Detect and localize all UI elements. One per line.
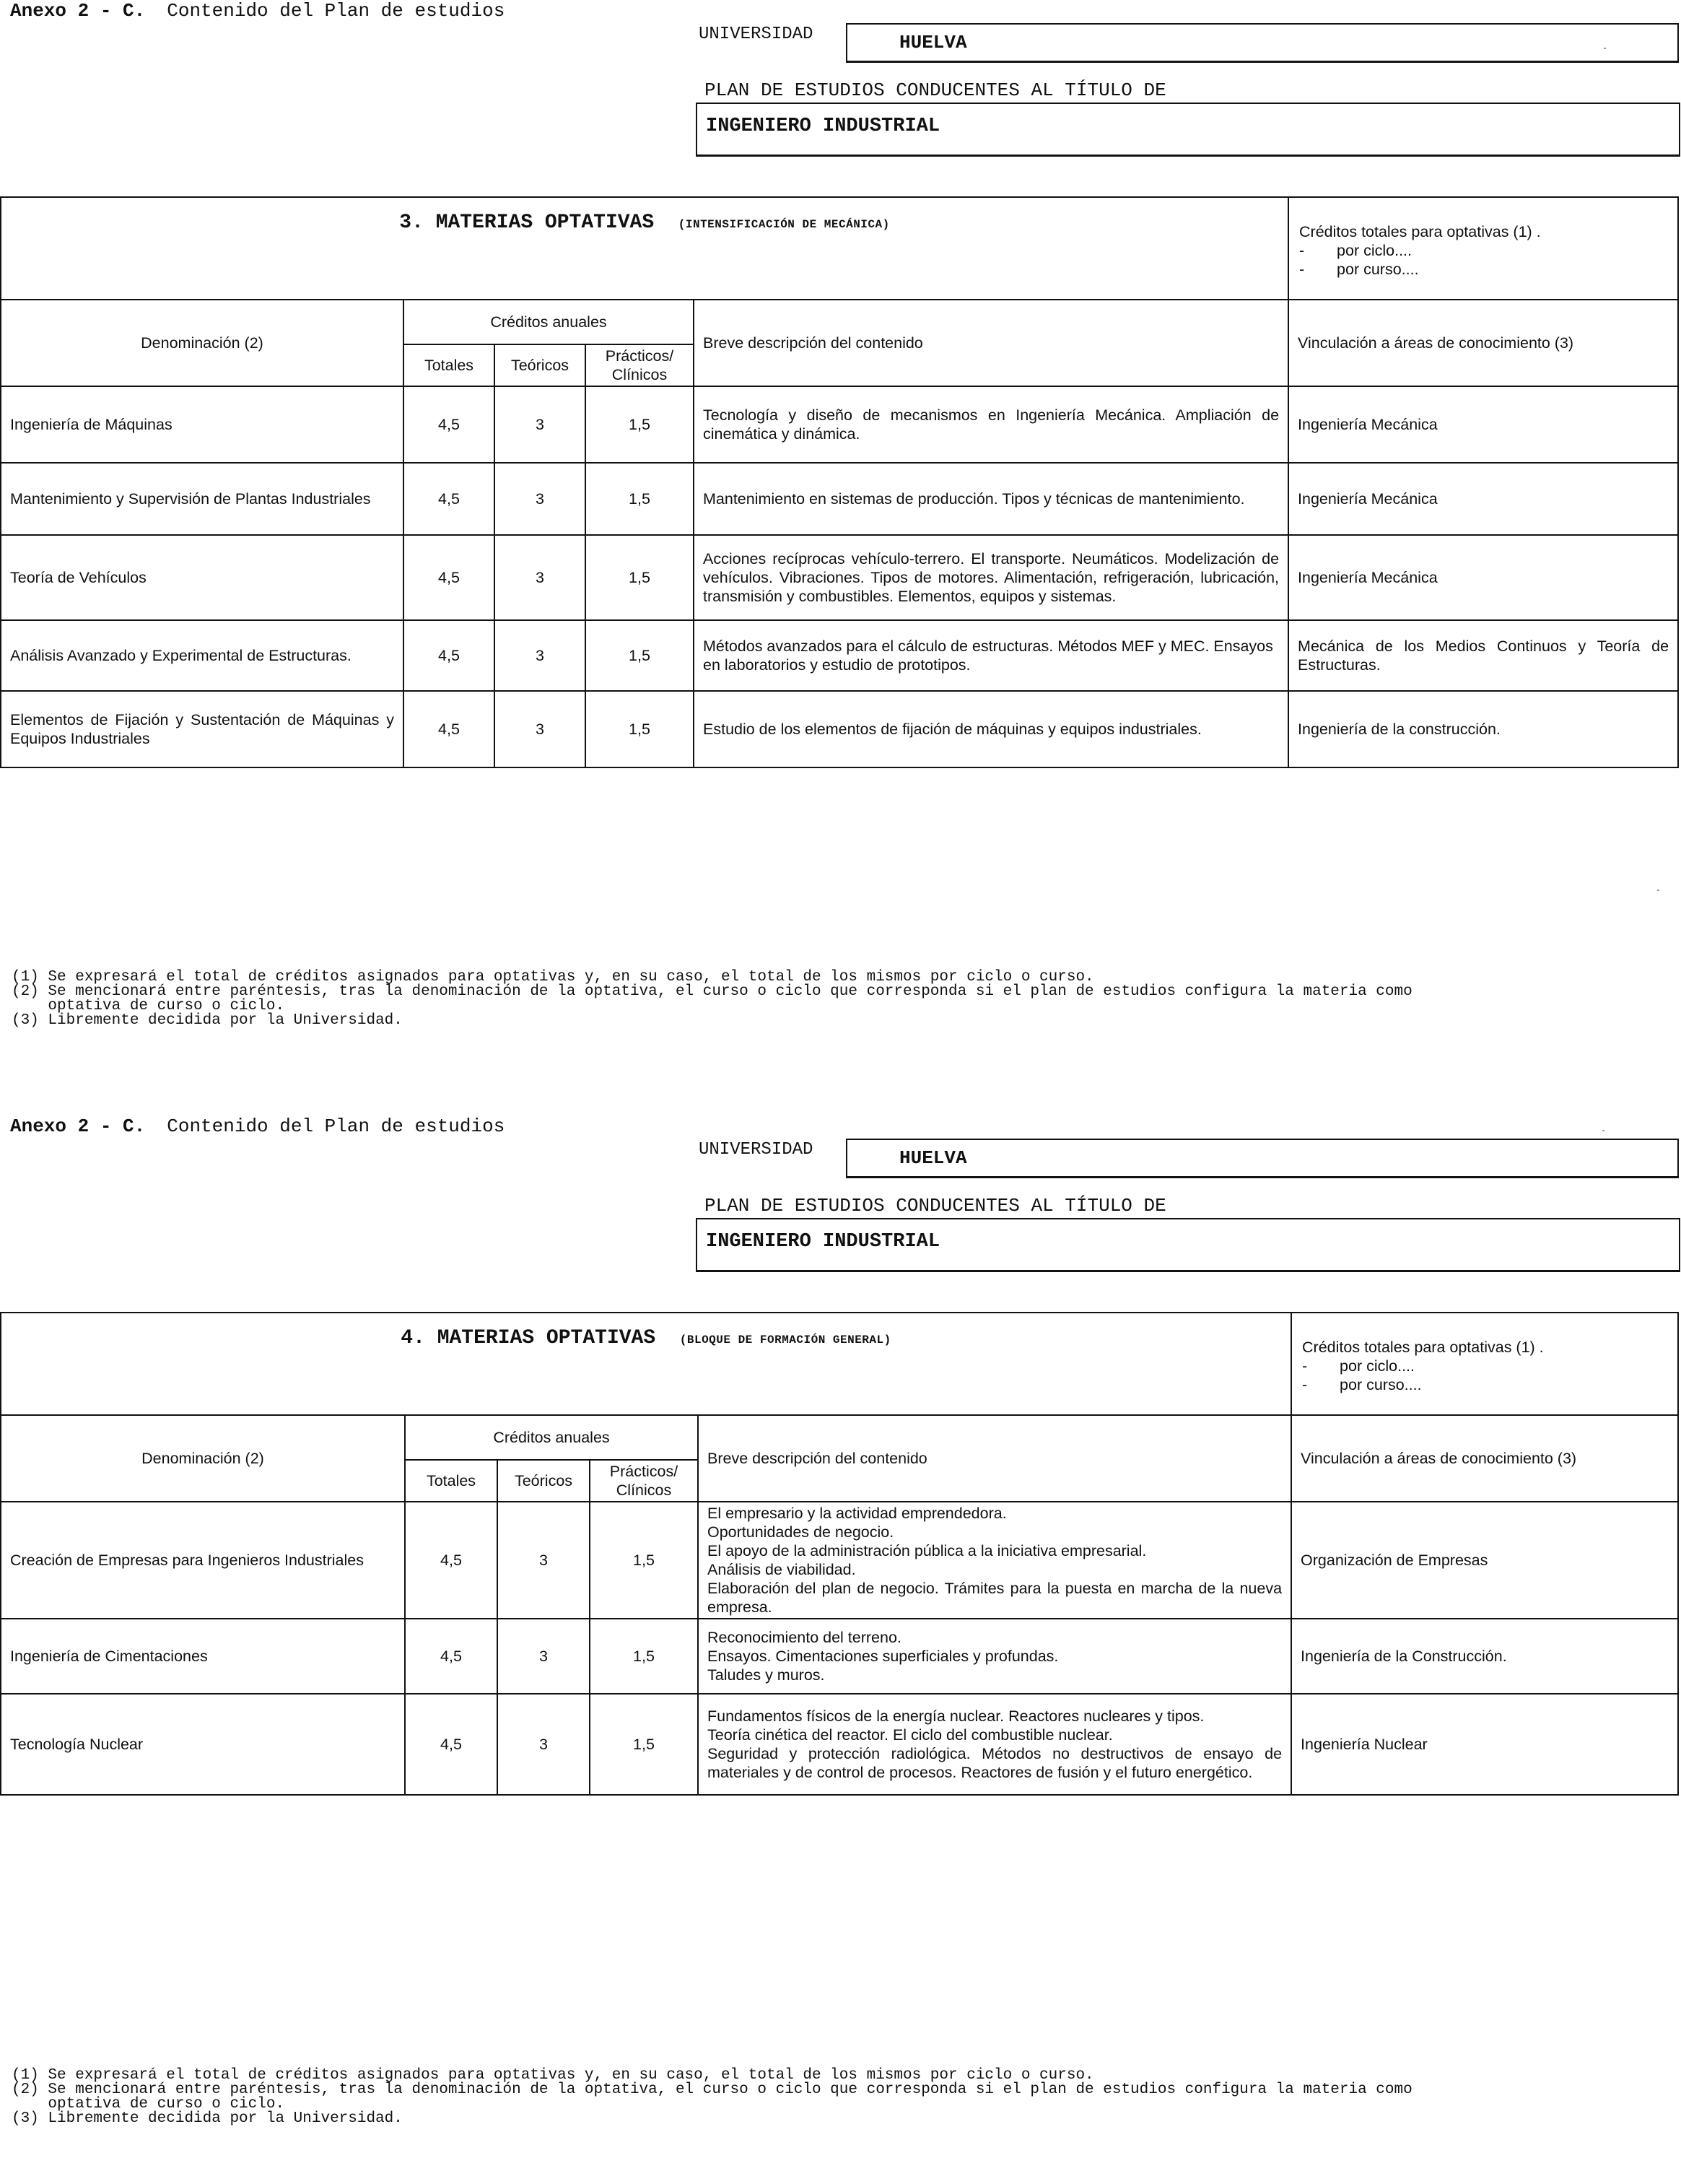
credits-theory: 3: [497, 1694, 590, 1795]
description-line: Ensayos. Cimentaciones superficiales y profundas.: [707, 1648, 1059, 1665]
credits-total: 4,5: [403, 691, 494, 767]
course-description: [698, 1694, 1291, 1795]
col-header-totales: Totales: [405, 1460, 497, 1502]
per-cycle-label: por ciclo....: [1340, 1357, 1415, 1375]
knowledge-area: Mecánica de los Medios Continuos y Teoría de Estructuras.: [1288, 620, 1678, 691]
col-header-practicos: Prácticos/ Clínicos: [585, 344, 694, 386]
table-title-sub: (BLOQUE DE FORMACIÓN GENERAL): [679, 1334, 891, 1346]
dash: -: [1299, 261, 1305, 278]
col-header-descripcion: Breve descripción del contenido: [698, 1415, 1291, 1502]
knowledge-area: Ingeniería Mecánica: [1288, 386, 1678, 463]
col-header-descripcion: Breve descripción del contenido: [694, 300, 1288, 386]
scan-speck: [1604, 48, 1606, 49]
knowledge-area: Organización de Empresas: [1291, 1502, 1678, 1619]
dash: -: [1302, 1376, 1308, 1393]
university-box: [846, 1139, 1679, 1178]
footnotes: [12, 970, 1413, 1028]
table-row: [1, 691, 1678, 767]
university-value: HUELVA: [899, 1147, 967, 1169]
credits-theory: 3: [494, 691, 585, 767]
credits-theory: 3: [494, 386, 585, 463]
course-name: Elementos de Fijación y Sustentación de Máquinas y Equipos Industriales: [1, 691, 403, 767]
table-row: [1, 386, 1678, 463]
scan-speck: [1657, 889, 1659, 891]
description-line: Teoría cinética del reactor. El ciclo del combustible nuclear.: [707, 1726, 1113, 1744]
footnote-2: (2) Se mencionará entre paréntesis, tras la denominación de la optativa, el curso o ciclo que corresponda si el plan de estudios configura la materia como: [12, 983, 1413, 1000]
annex-heading: [10, 0, 505, 22]
credits-total: 4,5: [405, 1502, 497, 1619]
degree-box: [696, 1218, 1680, 1272]
course-description: [698, 1502, 1291, 1619]
annex-subtitle: Contenido del Plan de estudios: [167, 0, 505, 22]
description-line: Reconocimiento del terreno.: [707, 1629, 901, 1646]
course-description: Métodos avanzados para el cálculo de estructuras. Métodos MEF y MEC. Ensayos en laboratorios y estudio de prototipos.: [694, 620, 1288, 691]
credits-total: 4,5: [405, 1619, 497, 1694]
table-title-main: 3. MATERIAS OPTATIVAS: [399, 212, 655, 234]
col-header-teoricos: Teóricos: [494, 344, 585, 386]
table-title-sub: (INTENSIFICACIÓN DE MECÁNICA): [678, 218, 890, 231]
degree-value: INGENIERO INDUSTRIAL: [706, 116, 940, 137]
table-title: [1, 197, 1288, 300]
credits-theory: 3: [494, 620, 585, 691]
col-header-teoricos: Teóricos: [497, 1460, 590, 1502]
university-value: HUELVA: [899, 32, 967, 53]
credits-practice: 1,5: [590, 1694, 698, 1795]
credits-practice: 1,5: [585, 691, 694, 767]
course-description: [698, 1619, 1291, 1694]
credits-total: 4,5: [403, 535, 494, 620]
course-name: Ingeniería de Cimentaciones: [1, 1619, 405, 1694]
footnotes: [12, 2068, 1413, 2126]
table-row: [1, 1619, 1678, 1694]
per-course-label: por curso....: [1340, 1376, 1422, 1393]
total-credits-cell: [1288, 197, 1678, 300]
course-description: Tecnología y diseño de mecanismos en Ingeniería Mecánica. Ampliación de cinemática y dinámica.: [694, 386, 1288, 463]
annex-code: Anexo 2 - C.: [10, 0, 146, 22]
course-name: Análisis Avanzado y Experimental de Estructuras.: [1, 620, 403, 691]
credits-theory: 3: [494, 535, 585, 620]
university-label: UNIVERSIDAD: [699, 25, 813, 44]
credits-practice: 1,5: [585, 620, 694, 691]
credits-total: 4,5: [403, 463, 494, 535]
table-row: [1, 463, 1678, 535]
total-credits-label: Créditos totales para optativas (1) .: [1302, 1339, 1544, 1356]
knowledge-area: Ingeniería Nuclear: [1291, 1694, 1678, 1795]
credits-practice: 1,5: [585, 535, 694, 620]
credits-total: 4,5: [403, 386, 494, 463]
total-credits-cell: [1291, 1313, 1678, 1415]
per-course-label: por curso....: [1337, 261, 1419, 278]
footnote-2-continued: optativa de curso o ciclo.: [12, 2096, 285, 2113]
course-name: Tecnología Nuclear: [1, 1694, 405, 1795]
page-2: [0, 1115, 1681, 2184]
course-name: Mantenimiento y Supervisión de Plantas Industriales: [1, 463, 403, 535]
col-header-totales: Totales: [403, 344, 494, 386]
footnote-1: (1) Se expresará el total de créditos asignados para optativas y, en su caso, el total de los mismos por ciclo o curso.: [12, 2067, 1094, 2084]
knowledge-area: Ingeniería de la Construcción.: [1291, 1619, 1678, 1694]
description-line: El empresario y la actividad emprendedora.: [707, 1505, 1007, 1522]
table-row: [1, 620, 1678, 691]
credits-practice: 1,5: [585, 463, 694, 535]
credits-theory: 3: [497, 1502, 590, 1619]
credits-theory: 3: [497, 1619, 590, 1694]
col-header-vinculacion: Vinculación a áreas de conocimiento (3): [1291, 1415, 1678, 1502]
description-line: Elaboración del plan de negocio. Trámites para la puesta en marcha de la nueva empresa.: [707, 1580, 1283, 1616]
footnote-1: (1) Se expresará el total de créditos asignados para optativas y, en su caso, el total de los mismos por ciclo o curso.: [12, 969, 1094, 986]
knowledge-area: Ingeniería Mecánica: [1288, 535, 1678, 620]
annex-heading: [10, 1115, 505, 1137]
optativas-table-4: [0, 1312, 1679, 1796]
table-title-main: 4. MATERIAS OPTATIVAS: [401, 1327, 656, 1349]
degree-box: [696, 103, 1680, 157]
table-row: [1, 1694, 1678, 1795]
university-label: UNIVERSIDAD: [699, 1140, 813, 1160]
description-line: El apoyo de la administración pública a la iniciativa empresarial.: [707, 1542, 1147, 1559]
description-line: Seguridad y protección radiológica. Métodos no destructivos de ensayo de materiales y de control de procesos. Reactores de fusión y el futuro energético.: [707, 1745, 1283, 1781]
col-header-practicos: Prácticos/ Clínicos: [590, 1460, 698, 1502]
dash: -: [1302, 1357, 1308, 1375]
per-cycle-label: por ciclo....: [1337, 242, 1412, 259]
credits-practice: 1,5: [590, 1619, 698, 1694]
description-line: Fundamentos físicos de la energía nuclear. Reactores nucleares y tipos.: [707, 1707, 1205, 1725]
footnote-2-continued: optativa de curso o ciclo.: [12, 998, 285, 1014]
optativas-table-3: [0, 196, 1679, 768]
course-name: Teoría de Vehículos: [1, 535, 403, 620]
table-title: [1, 1313, 1291, 1415]
degree-value: INGENIERO INDUSTRIAL: [706, 1231, 940, 1253]
credits-practice: 1,5: [590, 1502, 698, 1619]
dash: -: [1299, 242, 1305, 259]
description-line: Análisis de viabilidad.: [707, 1561, 856, 1578]
footnote-3: (3) Libremente decidida por la Universidad.: [12, 1012, 403, 1029]
footnote-3: (3) Libremente decidida por la Universidad.: [12, 2110, 403, 2127]
description-line: Oportunidades de negocio.: [707, 1523, 894, 1541]
col-header-vinculacion: Vinculación a áreas de conocimiento (3): [1288, 300, 1678, 386]
col-header-creditos: Créditos anuales: [405, 1415, 698, 1460]
knowledge-area: Ingeniería Mecánica: [1288, 463, 1678, 535]
course-description: Estudio de los elementos de fijación de máquinas y equipos industriales.: [694, 691, 1288, 767]
total-credits-label: Créditos totales para optativas (1) .: [1299, 223, 1541, 240]
annex-code: Anexo 2 - C.: [10, 1115, 146, 1137]
annex-subtitle: Contenido del Plan de estudios: [167, 1115, 505, 1137]
footnote-2: (2) Se mencionará entre paréntesis, tras la denominación de la optativa, el curso o ciclo que corresponda si el plan de estudios configura la materia como: [12, 2081, 1413, 2098]
table-row: [1, 1502, 1678, 1619]
plan-label: PLAN DE ESTUDIOS CONDUCENTES AL TÍTULO DE: [704, 1195, 1166, 1217]
col-header-denominacion: Denominación (2): [1, 300, 403, 386]
page-1: [0, 0, 1681, 1069]
description-line: Taludes y muros.: [707, 1666, 825, 1684]
table-row: [1, 535, 1678, 620]
course-description: Mantenimiento en sistemas de producción. Tipos y técnicas de mantenimiento.: [694, 463, 1288, 535]
plan-label: PLAN DE ESTUDIOS CONDUCENTES AL TÍTULO DE: [704, 79, 1166, 101]
course-description: Acciones recíprocas vehículo-terrero. El transporte. Neumáticos. Modelización de vehículos. Vibraciones. Tipos de motores. Alimentación, refrigeración, lubricación, transmisión y combustibles. Elementos, equipos y sistemas.: [694, 535, 1288, 620]
course-name: Ingeniería de Máquinas: [1, 386, 403, 463]
course-name: Creación de Empresas para Ingenieros Industriales: [1, 1502, 405, 1619]
credits-total: 4,5: [405, 1694, 497, 1795]
credits-theory: 3: [494, 463, 585, 535]
col-header-creditos: Créditos anuales: [403, 300, 694, 344]
knowledge-area: Ingeniería de la construcción.: [1288, 691, 1678, 767]
credits-total: 4,5: [403, 620, 494, 691]
scan-speck: [1602, 1130, 1604, 1131]
university-box: [846, 23, 1679, 63]
credits-practice: 1,5: [585, 386, 694, 463]
col-header-denominacion: Denominación (2): [1, 1415, 405, 1502]
